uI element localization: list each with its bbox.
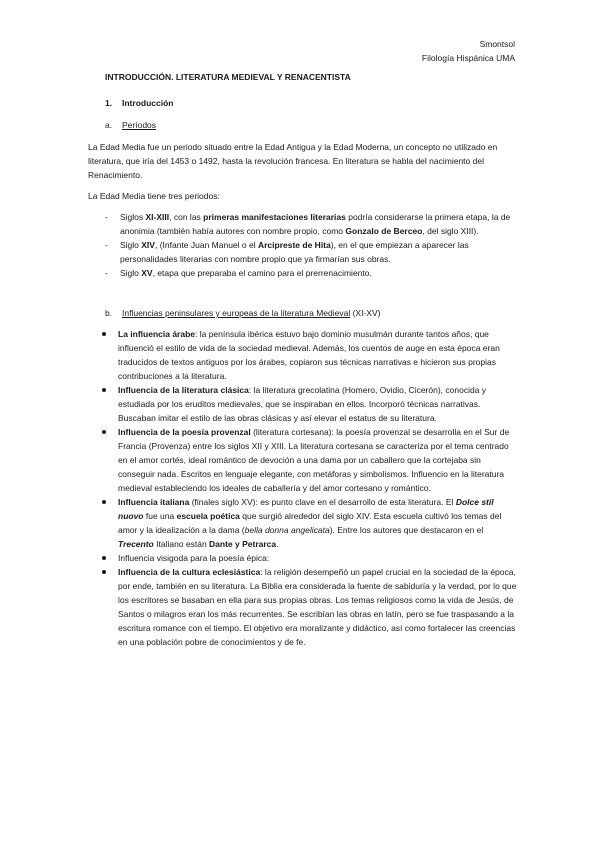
bullet-dot <box>102 332 106 336</box>
text: podría considerarse la primera etapa, la de anonimia (también había autores con nombre propio, como <box>120 212 511 236</box>
list-item-influencia-visigoda <box>88 551 518 565</box>
header-author: Smontsol <box>479 39 515 49</box>
section-label: Introducción <box>122 98 174 108</box>
text: : la península ibérica estuvo bajo dominio musulmán durante tantos años, que influenció el estilo de vida de la sociedad medieval. Además, los cuentos de auge en esta época eran traducidos de textos antiguos por los árabes, copiaron sus técnicas narrativas e hicieron sus propias contribuciones a la literatura. <box>118 329 500 381</box>
text-bold-italic: Dolce stil nuovo <box>118 497 494 521</box>
text-bold: XV <box>141 268 153 278</box>
list-item-influencia-eclesiastica <box>88 565 518 649</box>
header-course: Filología Hispánica UMA <box>421 53 515 63</box>
text: ). Entre los autores que destacaron en el <box>329 525 484 535</box>
bullet-dot <box>102 500 106 504</box>
text-bold: Influencia de la poesía provenzal <box>118 427 251 437</box>
text: (literatura cortesana): la poesía provenzal se desarrolla en el Sur de Francia (Provenza) entre los siglos XII y XIII. La literatura cortesana se caracteriza por el tema centrado en el amor cortés, ideal romántico de devoción a una dama por un caballero que la cortejaba sin conseguir nada. Escritos en lenguaje elegante, con metáforas y simbolismos. Influencio en la literatura medieval estableciendo los ideales de caballería y del amor cortesano y romántico. <box>118 427 510 493</box>
bullet-dot <box>102 388 106 392</box>
text-bold: Influencia de la cultura eclesiástica <box>118 567 261 577</box>
text-bold: Influencia italiana <box>118 497 190 507</box>
subsection-heading-influencias <box>105 306 380 320</box>
document-title: INTRODUCCIÓN. LITERATURA MEDIEVAL Y RENACENTISTA <box>105 72 351 82</box>
text: , (Infante Juan Manuel o el <box>154 240 258 250</box>
paragraph-edad-media: La Edad Media fue un periodo situado entre la Edad Antigua y la Edad Moderna, un concepto no utilizado en literatura, que iría del 1453 o 1492, hasta la revolución francesa. En literatura se habla del nacimiento del Renacimiento. <box>88 142 498 180</box>
text-bold: Influencia de la literatura clásica <box>118 385 249 395</box>
text: Influencia visigoda para la poesía épica: <box>118 553 270 563</box>
text: Italiano están <box>153 539 210 549</box>
influences-list <box>88 327 518 649</box>
list-item-influencia-italiana <box>88 495 518 551</box>
list-item-influencia-clasica <box>88 383 518 425</box>
list-item-period-xv <box>88 266 518 280</box>
text: Siglo <box>120 268 142 278</box>
section-heading-introduccion <box>105 96 173 110</box>
text-bold-italic: Trecento <box>118 539 154 549</box>
subsection-letter: a. <box>105 120 113 130</box>
text: : la religión desempeñó un papel crucial en la sociedad de la época, por ende, también en su literatura. La Biblia era considerada la fuente de sabiduría y la verdad, por lo que los escritores se basaban en ella para sus propias obras. Los temas religiosos como la vida de Jesús, de Santos o milagros eran los más recurrentes. Se escribían las obras en latín, pero se fue traspasando a la escritura romance con el tiempo. El objetivo era moralizante y didáctico, así como fortalecer las creencias en una población pobre de conocimientos y de fe. <box>118 567 517 647</box>
periods-list <box>88 210 518 280</box>
text: que surgió alrededor del siglo XIV. Esta escuela cultivó los temas del amor y la idealización a la dama ( <box>118 511 502 535</box>
list-item-period-xi-xiii <box>88 210 518 238</box>
list-item-influencia-provenzal <box>88 425 518 495</box>
dash-marker: - <box>105 268 108 278</box>
dash-marker: - <box>105 240 108 250</box>
text: . <box>276 539 279 549</box>
paragraph-tres-periodos: La Edad Media tiene tres periodos: <box>88 191 220 201</box>
text: ), en el que empiezan a aparecer las personalidades literarias con nombre propio que ya firmarían sus obras. <box>120 240 469 264</box>
text-bold: primeras manifestaciones literarias <box>203 212 346 222</box>
bullet-dot <box>102 570 106 574</box>
section-number: 1. <box>105 98 113 108</box>
text-bold: XIV <box>141 240 155 250</box>
subsection-letter: b. <box>105 308 113 318</box>
text: : la literatura grecolatina (Homero, Ovidio, Cicerón), conocida y estudiada por los eruditos medievales, que se inspiraban en ellos. Incorporó técnicas narrativas. Buscaban imitar el estilo de las obras clásicas y así elevar el estatus de su literatura. <box>118 385 487 423</box>
page-header <box>422 37 515 65</box>
subsection-label: Influencias peninsulares y europeas de la literatura Medieval <box>122 308 351 318</box>
text: Siglos <box>120 212 146 222</box>
bullet-dot <box>102 556 106 560</box>
bullet-dot <box>102 430 106 434</box>
list-item-influencia-arabe <box>88 327 518 383</box>
text: , con las <box>169 212 204 222</box>
text: , etapa que preparaba el camino para el prerrenacimiento. <box>152 268 372 278</box>
subsection-suffix: (XI-XV) <box>350 308 381 318</box>
subsection-heading-periodos <box>105 118 156 132</box>
text-italic: bella donna angelicata <box>244 525 330 535</box>
text-bold: Dante y Petrarca <box>209 539 277 549</box>
text-bold: Gonzalo de Berceo <box>345 226 423 236</box>
text: , del siglo XIII). <box>422 226 479 236</box>
text-bold: XI-XIII <box>145 212 170 222</box>
text: fue una <box>143 511 177 521</box>
list-item-period-xiv <box>88 238 518 266</box>
text: Siglo <box>120 240 142 250</box>
text-bold: La influencia árabe <box>118 329 195 339</box>
dash-marker: - <box>105 212 108 222</box>
subsection-label: Períodos <box>122 120 157 130</box>
text: (finales siglo XV): es punto clave en el desarrollo de esta literatura. El <box>189 497 456 507</box>
text-bold: escuela poética <box>176 511 240 521</box>
text-bold: Arcipreste de Hita <box>257 240 331 250</box>
